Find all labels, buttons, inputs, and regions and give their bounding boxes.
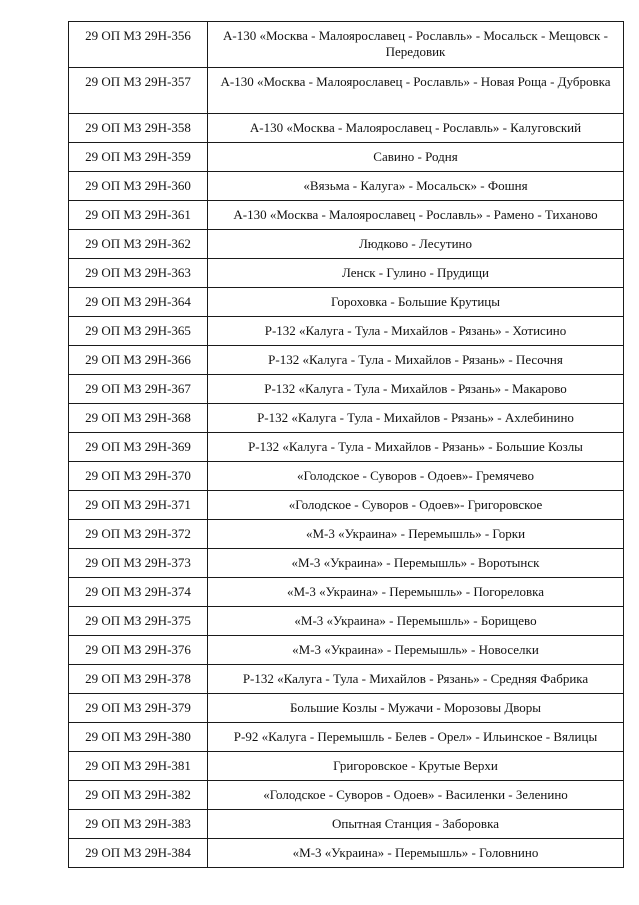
table-row [69,68,624,114]
road-name-cell: Р-132 «Калуга - Тула - Михайлов - Рязань» - Большие Козлы [208,433,624,462]
road-code-cell: 29 ОП МЗ 29Н-358 [69,114,208,143]
road-name-cell: Савино - Родня [208,143,624,172]
table-row [69,520,624,549]
road-code-cell: 29 ОП МЗ 29Н-384 [69,839,208,868]
roads-table-body [69,22,624,868]
road-name-cell: Р-132 «Калуга - Тула - Михайлов - Рязань» - Макарово [208,375,624,404]
road-code-cell: 29 ОП МЗ 29Н-363 [69,259,208,288]
road-name-cell: Р-132 «Калуга - Тула - Михайлов - Рязань» - Средняя Фабрика [208,665,624,694]
road-code-cell: 29 ОП МЗ 29Н-356 [69,22,208,68]
road-name-cell: «М-3 «Украина» - Перемышль» - Воротынск [208,549,624,578]
road-code-cell: 29 ОП МЗ 29Н-357 [69,68,208,114]
road-name-cell: «Голодское - Суворов - Одоев»- Гремячево [208,462,624,491]
road-code-cell: 29 ОП МЗ 29Н-365 [69,317,208,346]
road-code-cell: 29 ОП МЗ 29Н-359 [69,143,208,172]
roads-table [68,21,624,868]
road-name-cell: Ленск - Гулино - Прудищи [208,259,624,288]
table-row [69,752,624,781]
road-name-cell: «М-3 «Украина» - Перемышль» - Погореловка [208,578,624,607]
road-code-cell: 29 ОП МЗ 29Н-374 [69,578,208,607]
road-name-cell: А-130 «Москва - Малоярославец - Рославль» - Новая Роща - Дубровка [208,68,624,114]
table-row [69,317,624,346]
road-code-cell: 29 ОП МЗ 29Н-368 [69,404,208,433]
road-name-cell: «Голодское - Суворов - Одоев» - Василенки - Зеленино [208,781,624,810]
road-code-cell: 29 ОП МЗ 29Н-379 [69,694,208,723]
table-row [69,665,624,694]
table-row [69,636,624,665]
table-row [69,404,624,433]
table-row [69,288,624,317]
road-name-cell: Гороховка - Большие Крутицы [208,288,624,317]
table-row [69,491,624,520]
road-name-cell: «М-3 «Украина» - Перемышль» - Головнино [208,839,624,868]
road-code-cell: 29 ОП МЗ 29Н-370 [69,462,208,491]
table-row [69,723,624,752]
table-row [69,22,624,68]
road-name-cell: А-130 «Москва - Малоярославец - Рославль» - Калуговский [208,114,624,143]
road-name-cell: Григоровское - Крутые Верхи [208,752,624,781]
table-row [69,346,624,375]
road-name-cell: Р-92 «Калуга - Перемышль - Белев - Орел» - Ильинское - Вялицы [208,723,624,752]
road-name-cell: Людково - Лесутино [208,230,624,259]
table-row [69,694,624,723]
table-row [69,607,624,636]
road-code-cell: 29 ОП МЗ 29Н-372 [69,520,208,549]
table-row [69,839,624,868]
road-name-cell: «М-3 «Украина» - Перемышль» - Борищево [208,607,624,636]
road-code-cell: 29 ОП МЗ 29Н-362 [69,230,208,259]
road-code-cell: 29 ОП МЗ 29Н-381 [69,752,208,781]
table-row [69,375,624,404]
road-code-cell: 29 ОП МЗ 29Н-360 [69,172,208,201]
table-row [69,781,624,810]
road-name-cell: Р-132 «Калуга - Тула - Михайлов - Рязань» - Песочня [208,346,624,375]
road-code-cell: 29 ОП МЗ 29Н-373 [69,549,208,578]
table-row [69,230,624,259]
table-row [69,433,624,462]
road-code-cell: 29 ОП МЗ 29Н-367 [69,375,208,404]
road-code-cell: 29 ОП МЗ 29Н-369 [69,433,208,462]
table-row [69,172,624,201]
road-code-cell: 29 ОП МЗ 29Н-378 [69,665,208,694]
road-name-cell: «Вязьма - Калуга» - Мосальск» - Фошня [208,172,624,201]
road-name-cell: Р-132 «Калуга - Тула - Михайлов - Рязань» - Хотисино [208,317,624,346]
table-row [69,810,624,839]
table-row [69,201,624,230]
road-name-cell: «Голодское - Суворов - Одоев»- Григоровское [208,491,624,520]
road-code-cell: 29 ОП МЗ 29Н-366 [69,346,208,375]
road-code-cell: 29 ОП МЗ 29Н-364 [69,288,208,317]
road-code-cell: 29 ОП МЗ 29Н-371 [69,491,208,520]
road-name-cell: А-130 «Москва - Малоярославец - Рославль» - Рамено - Тиханово [208,201,624,230]
document-page [68,21,623,868]
road-code-cell: 29 ОП МЗ 29Н-361 [69,201,208,230]
table-row [69,114,624,143]
road-code-cell: 29 ОП МЗ 29Н-380 [69,723,208,752]
road-name-cell: «М-3 «Украина» - Перемышль» - Горки [208,520,624,549]
road-name-cell: Опытная Станция - Заборовка [208,810,624,839]
road-name-cell: Р-132 «Калуга - Тула - Михайлов - Рязань» - Ахлебинино [208,404,624,433]
road-code-cell: 29 ОП МЗ 29Н-383 [69,810,208,839]
road-code-cell: 29 ОП МЗ 29Н-376 [69,636,208,665]
road-name-cell: «М-3 «Украина» - Перемышль» - Новоселки [208,636,624,665]
road-name-cell: А-130 «Москва - Малоярославец - Рославль» - Мосальск - Мещовск - Передовик [208,22,624,68]
road-code-cell: 29 ОП МЗ 29Н-375 [69,607,208,636]
table-row [69,578,624,607]
table-row [69,549,624,578]
road-code-cell: 29 ОП МЗ 29Н-382 [69,781,208,810]
table-row [69,259,624,288]
road-name-cell: Большие Козлы - Мужачи - Морозовы Дворы [208,694,624,723]
table-row [69,462,624,491]
table-row [69,143,624,172]
